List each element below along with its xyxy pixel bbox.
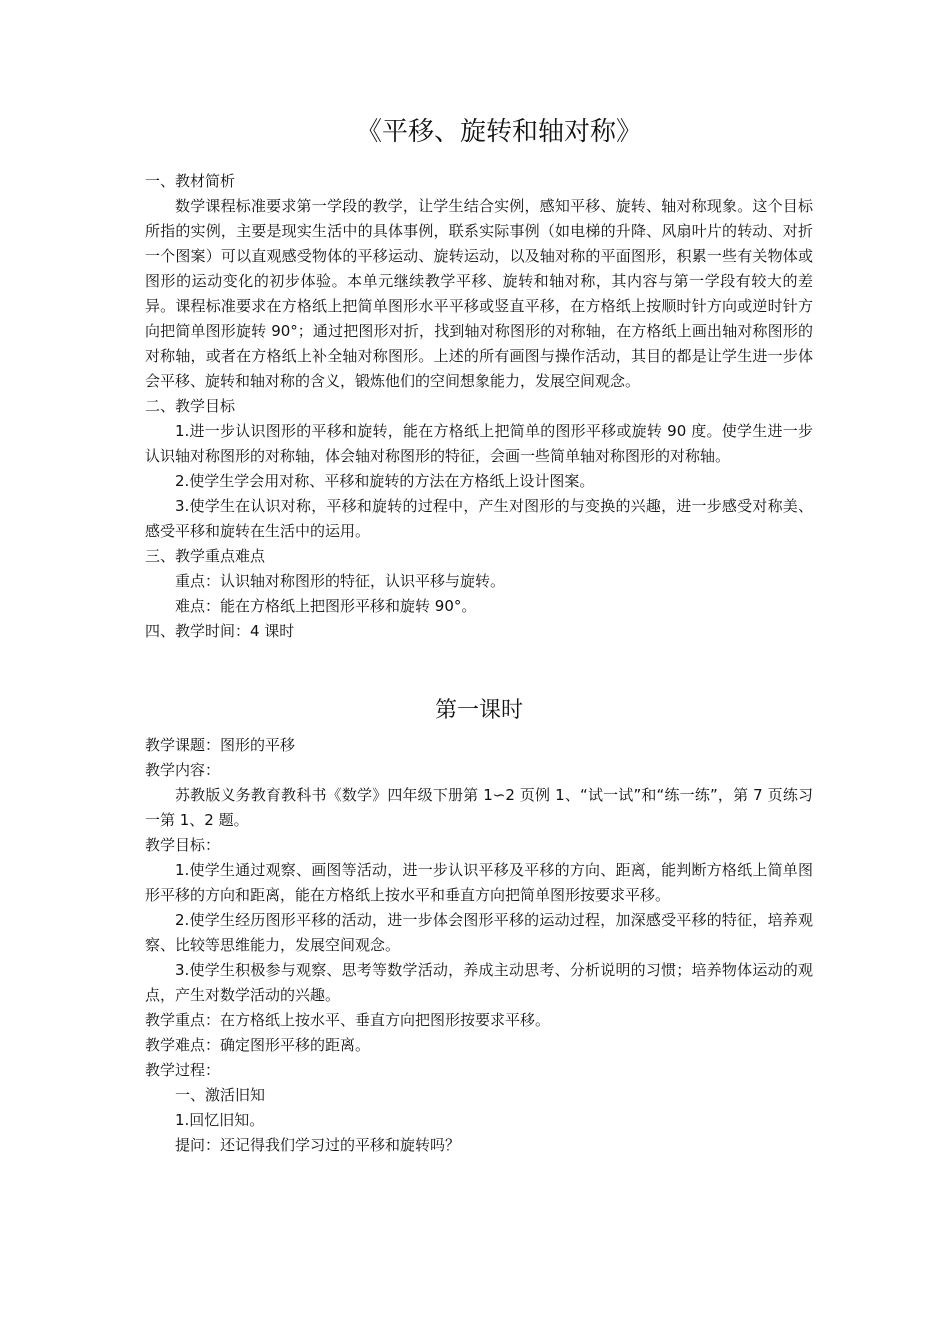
lesson-goal-3: 3.使学生积极参与观察、思考等数学活动，养成主动思考、分析说明的习惯；培养物体运动的观点，产生对数学活动的兴趣。 xyxy=(145,961,813,1004)
lesson-title: 第一课时 xyxy=(434,698,523,723)
section-heading-key-points: 三、教学重点难点 xyxy=(145,547,266,565)
goal-item-2: 2.使学生学会用对称、平移和旋转的方法在方格纸上设计图案。 xyxy=(175,472,595,490)
document-title: 《平移、旋转和轴对称》 xyxy=(355,117,642,147)
goal-item-1: 1.进一步认识图形的平移和旋转，能在方格纸上把简单的图形平移或旋转 90 度。使学生进一步认识轴对称图形的对称轴，体会轴对称图形的特征，会画一些简单轴对称图形的对称轴。 xyxy=(145,422,813,465)
lesson-goals-label: 教学目标： xyxy=(145,836,221,854)
key-point-text: 重点：认识轴对称图形的特征，认识平移与旋转。 xyxy=(175,572,506,590)
lesson-content-label: 教学内容： xyxy=(145,761,221,779)
difficulty-text: 难点：能在方格纸上把图形平移和旋转 90°。 xyxy=(175,597,477,615)
lesson-content-text: 苏教版义务教育教科书《数学》四年级下册第 1∽2 页例 1、“试一试”和“练一练”，第 7 页练习一第 1、2 题。 xyxy=(145,786,813,829)
section-heading-time: 四、教学时间：4 课时 xyxy=(145,622,295,640)
process-step-heading: 一、激活旧知 xyxy=(175,1086,266,1104)
document-content xyxy=(145,114,813,1158)
section-heading-materials: 一、教材简析 xyxy=(145,172,236,190)
lesson-goal-1: 1.使学生通过观察、画图等活动，进一步认识平移及平移的方向、距离，能判断方格纸上简单图形平移的方向和距离，能在方格纸上按水平和垂直方向把简单图形按要求平移。 xyxy=(145,861,813,904)
lesson-goal-2: 2.使学生经历图形平移的活动，进一步体会图形平移的运动过程，加深感受平移的特征，培养观察、比较等思维能力，发展空间观念。 xyxy=(145,911,813,954)
lesson-key-point: 教学重点：在方格纸上按水平、垂直方向把图形按要求平移。 xyxy=(145,1011,551,1029)
lesson-topic: 教学课题：图形的平移 xyxy=(145,736,296,754)
section-heading-goals: 二、教学目标 xyxy=(145,397,236,415)
materials-paragraph: 数学课程标准要求第一学段的教学，让学生结合实例，感知平移、旋转、轴对称现象。这个目标所指的实例，主要是现实生活中的具体事例，联系实际事例（如电梯的升降、风扇叶片的转动、对折一个图案）可以直观感受物体的平移运动、旋转运动，以及轴对称的平面图形，积累一些有关物体或图形的运动变化的初步体验。本单元继续教学平移、旋转和轴对称，其内容与第一学段有较大的差异。课程标准要求在方格纸上把简单图形水平平移或竖直平移，在方格纸上按顺时针方向或逆时针方向把简单图形旋转 90°；通过把图形对折，找到轴对称图形的对称轴，在方格纸上画出轴对称图形的对称轴，或者在方格纸上补全轴对称图形。上述的所有画图与操作活动，其目的都是让学生进一步体会平移、旋转和轴对称的含义，锻炼他们的空间想象能力，发展空间观念。 xyxy=(145,197,813,390)
lesson-difficulty: 教学难点：确定图形平移的距离。 xyxy=(145,1036,371,1054)
process-step-question: 提问：还记得我们学习过的平移和旋转吗？ xyxy=(175,1136,461,1154)
lesson-process-label: 教学过程： xyxy=(145,1061,221,1079)
goal-item-3: 3.使学生在认识对称，平移和旋转的过程中，产生对图形的与变换的兴趣，进一步感受对称美、感受平移和旋转在生活中的运用。 xyxy=(145,497,813,540)
process-step-item: 1.回忆旧知。 xyxy=(175,1111,265,1129)
